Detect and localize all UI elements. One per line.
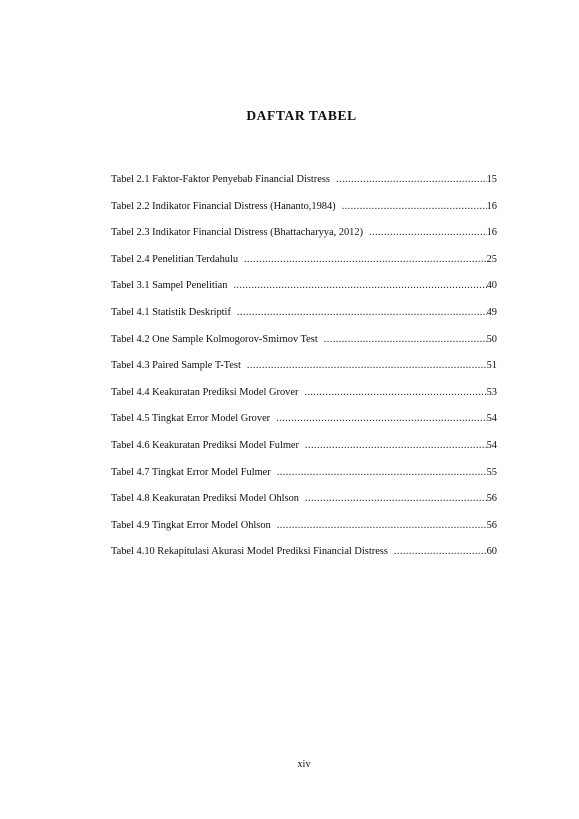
dot-leader (369, 225, 487, 241)
table-list-item[interactable] (111, 332, 497, 359)
page-number: xiv (297, 759, 311, 770)
table-list-item[interactable] (111, 491, 497, 518)
table-list-item-page: 16 (486, 227, 497, 239)
table-list-item[interactable] (111, 518, 497, 545)
table-list-item-page: 25 (486, 253, 497, 265)
dot-leader (305, 438, 487, 454)
table-list-item-label: Tabel 4.6 Keakuratan Prediksi Model Fulmer (111, 439, 299, 451)
table-list-item[interactable] (111, 385, 497, 412)
table-list-item-label: Tabel 4.7 Tingkat Error Model Fulmer (111, 466, 271, 478)
table-list-item[interactable] (111, 199, 497, 226)
table-list (111, 172, 497, 571)
table-list-item[interactable] (111, 252, 497, 279)
table-list-item[interactable] (111, 544, 497, 571)
table-list-item-label: Tabel 4.8 Keakuratan Prediksi Model Ohlson (111, 493, 299, 505)
table-list-item-label: Tabel 4.1 Statistik Deskriptif (111, 306, 231, 318)
dot-leader (342, 199, 487, 215)
table-list-item-label: Tabel 4.9 Tingkat Error Model Ohlson (111, 519, 271, 531)
table-list-item[interactable] (111, 438, 497, 465)
table-list-item-label: Tabel 2.3 Indikator Financial Distress (Bhattacharyya, 2012) (111, 227, 364, 239)
table-list-item-page: 15 (486, 174, 497, 185)
dot-leader (277, 518, 487, 534)
dot-leader (247, 358, 487, 374)
table-list-item-label: Tabel 3.1 Sampel Penelitian (111, 280, 228, 292)
table-list-item-page: 40 (486, 280, 497, 292)
dot-leader (233, 278, 486, 294)
table-list-item[interactable] (111, 411, 497, 438)
table-list-item[interactable] (111, 172, 497, 199)
dot-leader (336, 172, 487, 188)
table-list-item[interactable] (111, 225, 497, 252)
table-list-item-page: 16 (486, 200, 497, 212)
table-list-item[interactable] (111, 278, 497, 305)
dot-leader (304, 385, 486, 401)
table-list-item-label: Tabel 2.1 Faktor-Faktor Penyebab Financial Distress (111, 174, 330, 185)
dot-leader (305, 491, 487, 507)
table-list-item-page: 60 (486, 546, 497, 558)
dot-leader (394, 544, 487, 560)
dot-leader (324, 332, 487, 348)
table-list-item-page: 56 (486, 519, 497, 531)
table-list-item[interactable] (111, 358, 497, 385)
table-list-item-page: 54 (486, 413, 497, 425)
table-list-item-page: 51 (486, 360, 497, 372)
table-list-item-label: Tabel 4.4 Keakuratan Prediksi Model Grover (111, 386, 299, 398)
dot-leader (276, 411, 486, 427)
table-list-item-page: 54 (486, 439, 497, 451)
page-title: DAFTAR TABEL (246, 108, 357, 123)
table-list-item-label: Tabel 4.3 Paired Sample T-Test (111, 360, 241, 372)
dot-leader (277, 465, 487, 481)
table-list-item-page: 50 (486, 333, 497, 345)
table-list-item-label: Tabel 4.5 Tingkat Error Model Grover (111, 413, 271, 425)
dot-leader (237, 305, 487, 321)
table-list-item-label: Tabel 4.10 Rekapitulasi Akurasi Model Prediksi Financial Distress (111, 546, 388, 558)
table-list-item-page: 49 (486, 306, 497, 318)
table-list-item[interactable] (111, 305, 497, 332)
table-list-item-page: 55 (486, 466, 497, 478)
table-list-item-page: 56 (486, 493, 497, 505)
table-list-item-page: 53 (486, 386, 497, 398)
table-list-item-label: Tabel 4.2 One Sample Kolmogorov-Smirnov Test (111, 333, 318, 345)
table-list-item[interactable] (111, 465, 497, 492)
table-list-item-label: Tabel 2.4 Penelitian Terdahulu (111, 253, 239, 265)
table-list-item-label: Tabel 2.2 Indikator Financial Distress (Hananto,1984) (111, 200, 336, 212)
dot-leader (244, 252, 487, 268)
